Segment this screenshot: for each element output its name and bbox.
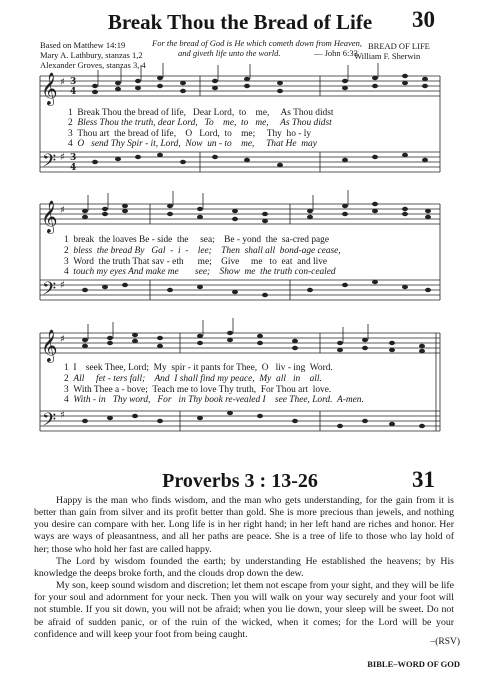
verse-line: 4 O send Thy Spir - it, Lord, Now un - to me, That He may xyxy=(68,139,317,149)
reading-number: 31 xyxy=(412,467,435,492)
sharp-icon: ♯ xyxy=(60,152,65,163)
paragraph: Happy is the man who finds wisdom, and the man who gets understanding, for the gain from it is better than gain from silver and its profit better than gold. She is more precious than jewels, and nothing you desire can compare with her. Long life is in her right hand; in her left hand are riches and honor. Her ways are ways of pleasantness, and all her paths are peace. She is a tree of life to those who lay hold of her; those who hold her fast are called happy. xyxy=(34,495,454,555)
credit-line-1: Based on Matthew 14:19 xyxy=(40,40,126,50)
sharp-icon: ♯ xyxy=(60,410,65,421)
credit-line-3: Alexander Groves, stanzas 3, 4 xyxy=(40,60,146,70)
bass-staff-3 xyxy=(40,411,440,431)
verse-line: 2 All fet - ters fall; And I shall find my peace, My all in all. xyxy=(64,374,322,384)
section-footer: BIBLE–WORD OF GOD xyxy=(367,659,460,669)
bass-clef-icon: 𝄢 xyxy=(42,151,57,176)
svg-text:4: 4 xyxy=(70,163,77,173)
verse-line: 3 Word the truth That sav - eth me; Give me to eat and live xyxy=(64,257,328,267)
bass-staff-1 xyxy=(40,152,440,172)
paragraph: The Lord by wisdom founded the earth; by understanding He established the heavens; by His knowledge the deeps broke forth, and the clouds drop down the dew. xyxy=(34,555,454,579)
verse-line: 4 With - in Thy word, For in Thy book re-vealed I see Thee, Lord. A-men. xyxy=(64,395,364,405)
scripture-quote-1: For the bread of God is He which cometh down from Heaven, xyxy=(152,38,362,48)
treble-clef-icon: 𝄞 xyxy=(41,329,58,362)
verse-line: 2 bless the bread By Gal - i - lee; Then shall all bond-age cease, xyxy=(64,246,341,256)
verse-line: 1 I seek Thee, Lord; My spir - it pants for Thee, O liv - ing Word. xyxy=(64,363,333,373)
scripture-quote-2: and giveth life unto the world. xyxy=(178,48,281,58)
reading-text xyxy=(34,495,454,641)
bass-clef-icon: 𝄢 xyxy=(42,410,57,435)
bass-clef-icon: 𝄢 xyxy=(42,279,57,304)
sharp-icon: ♯ xyxy=(60,77,65,88)
svg-text:3: 3 xyxy=(70,77,77,87)
verse-line: 3 Thou art the bread of life, O Lord, to me; Thy ho - ly xyxy=(68,129,312,139)
verse-line: 1 Break Thou the bread of life, Dear Lord, to me, As Thou didst xyxy=(68,108,334,118)
svg-text:4: 4 xyxy=(70,87,77,97)
sharp-icon: ♯ xyxy=(60,205,65,216)
paragraph: My son, keep sound wisdom and discretion; let them not escape from your sight, and they will be life for your soul and adornment for your neck. Then you will walk on your way securely and your foot will not stumble. If you sit down, you will not be afraid; when you lie down, your sleep will be sweet. Do not be afraid of sudden panic, or of the ruin of the wicked, when it comes; for the Lord will be your confidence and will keep your foot from being caught. xyxy=(34,580,454,640)
verse-line: 1 break the loaves Be - side the sea; Be - yond the sa-cred page xyxy=(64,235,330,245)
bass-staff-2 xyxy=(40,280,440,300)
verse-line: 2 Bless Thou the truth, dear Lord, To me, to me, As Thou didst xyxy=(68,118,332,128)
scripture-ref: — John 6:33 xyxy=(314,48,358,58)
tune-name: BREAD OF LIFE xyxy=(368,41,430,51)
credit-line-2: Mary A. Lathbury, stanzas 1,2 xyxy=(40,50,143,60)
hymn-number: 30 xyxy=(412,7,435,32)
verse-line: 3 With Thee a - bove; Teach me to love Thy truth, For Thou art love. xyxy=(64,385,332,395)
treble-staff-1 xyxy=(40,76,440,96)
sharp-icon: ♯ xyxy=(60,280,65,291)
verse-line: 4 touch my eyes And make me see; Show me the truth con-cealed xyxy=(64,267,336,277)
treble-clef-icon: 𝄞 xyxy=(41,72,58,105)
hymn-title: Break Thou the Bread of Life xyxy=(107,10,373,34)
reading-title: Proverbs 3 : 13-26 xyxy=(162,470,318,492)
treble-clef-icon: 𝄞 xyxy=(41,200,58,233)
treble-staff-3 xyxy=(40,333,440,353)
sharp-icon: ♯ xyxy=(60,334,65,345)
svg-text:3: 3 xyxy=(70,153,77,163)
treble-staff-2 xyxy=(40,204,440,224)
composer: William F. Sherwin xyxy=(354,51,421,61)
bible-version: –(RSV) xyxy=(430,637,460,647)
